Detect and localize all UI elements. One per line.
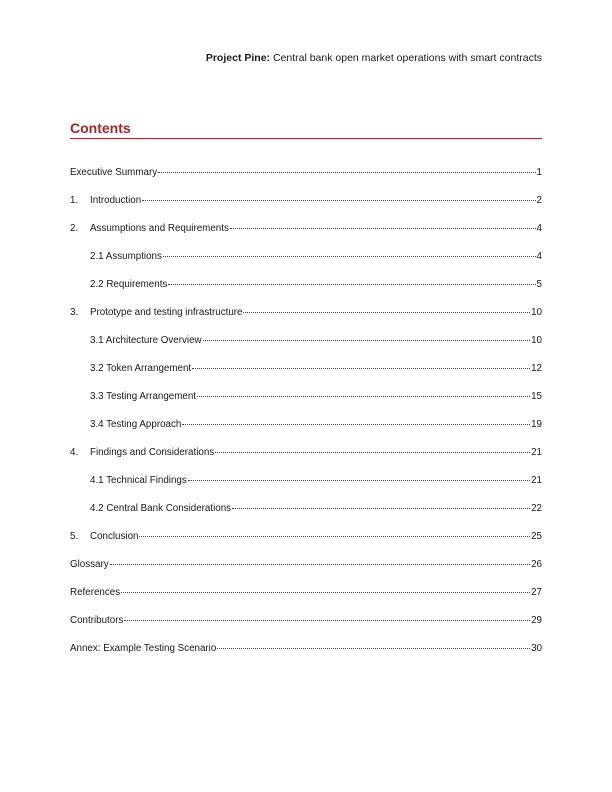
running-header-subtitle: Central bank open market operations with smart contracts [270, 52, 542, 64]
toc-entry-title: Executive Summary [70, 167, 158, 178]
toc-dot-leader [182, 424, 530, 425]
toc-entry-page-number: 10 [531, 307, 542, 318]
toc-entry[interactable] [70, 502, 542, 530]
toc-dot-leader [163, 256, 536, 257]
toc-entry-page-number: 10 [531, 335, 542, 346]
toc-entry-page-number: 4 [536, 223, 542, 234]
toc-dot-leader [121, 592, 530, 593]
toc-entry[interactable] [70, 530, 542, 558]
toc-dot-leader [168, 284, 535, 285]
toc-entry[interactable] [70, 222, 542, 250]
toc-entry-title: 4.1 Technical Findings [90, 475, 187, 486]
toc-entry[interactable] [70, 334, 542, 362]
toc-entry-title: Contributors [70, 615, 124, 626]
toc-entry-page-number: 27 [531, 587, 542, 598]
toc-dot-leader [215, 452, 530, 453]
toc-entry[interactable] [70, 586, 542, 614]
toc-entry-title: Assumptions and Requirements [90, 223, 229, 234]
toc-entry[interactable] [70, 642, 542, 670]
running-header [206, 52, 542, 64]
toc-entry-number: 3. [70, 307, 79, 318]
toc-entry-page-number: 21 [531, 475, 542, 486]
toc-entry-title: Conclusion [90, 531, 139, 542]
toc-entry[interactable] [70, 390, 542, 418]
toc-entry[interactable] [70, 418, 542, 446]
toc-entry[interactable] [70, 278, 542, 306]
toc-entry-page-number: 25 [531, 531, 542, 542]
toc-entry-title: 3.3 Testing Arrangement [90, 391, 197, 402]
toc-entry[interactable] [70, 250, 542, 278]
toc-dot-leader [139, 536, 530, 537]
toc-dot-leader [203, 340, 530, 341]
toc-dot-leader [192, 368, 530, 369]
contents-heading: Contents [70, 119, 542, 139]
toc-entry-page-number: 1 [536, 167, 542, 178]
toc-entry-title: References [70, 587, 121, 598]
toc-entry-page-number: 2 [536, 195, 542, 206]
toc-entry[interactable] [70, 306, 542, 334]
table-of-contents [70, 166, 542, 670]
toc-entry-title: Findings and Considerations [90, 447, 215, 458]
toc-entry-title: 2.2 Requirements [90, 279, 168, 290]
toc-entry-page-number: 21 [531, 447, 542, 458]
toc-entry-number: 5. [70, 531, 79, 542]
toc-dot-leader [158, 172, 535, 173]
toc-entry-page-number: 26 [531, 559, 542, 570]
toc-dot-leader [243, 312, 530, 313]
toc-entry-title: Glossary [70, 559, 109, 570]
running-header-project-name: Project Pine: [205, 52, 271, 64]
toc-entry-title: 4.2 Central Bank Considerations [90, 503, 232, 514]
toc-dot-leader [142, 200, 535, 201]
toc-dot-leader [188, 480, 530, 481]
toc-entry[interactable] [70, 446, 542, 474]
toc-entry[interactable] [70, 558, 542, 586]
toc-entry-title: 3.1 Architecture Overview [90, 335, 202, 346]
toc-entry-page-number: 19 [531, 419, 542, 430]
toc-entry-number: 4. [70, 447, 79, 458]
toc-entry[interactable] [70, 194, 542, 222]
toc-entry-title: Prototype and testing infrastructure [90, 307, 243, 318]
toc-entry-title: 3.2 Token Arrangement [90, 363, 192, 374]
toc-entry-page-number: 22 [531, 503, 542, 514]
toc-entry[interactable] [70, 362, 542, 390]
toc-entry-number: 2. [70, 223, 79, 234]
toc-entry-page-number: 12 [531, 363, 542, 374]
toc-dot-leader [230, 228, 536, 229]
toc-dot-leader [110, 564, 530, 565]
toc-entry-title: 2.1 Assumptions [90, 251, 162, 262]
toc-entry-number: 1. [70, 195, 79, 206]
toc-dot-leader [197, 396, 530, 397]
toc-entry-page-number: 5 [536, 279, 542, 290]
toc-entry[interactable] [70, 614, 542, 642]
toc-entry-page-number: 30 [531, 643, 542, 654]
toc-entry[interactable] [70, 166, 542, 194]
toc-dot-leader [124, 620, 530, 621]
toc-entry-title: 3.4 Testing Approach [90, 419, 182, 430]
toc-dot-leader [217, 648, 530, 649]
toc-entry-page-number: 4 [536, 251, 542, 262]
toc-dot-leader [232, 508, 530, 509]
toc-entry-page-number: 29 [531, 615, 542, 626]
toc-entry-title: Annex: Example Testing Scenario [70, 643, 217, 654]
toc-entry-title: Introduction [90, 195, 142, 206]
toc-entry[interactable] [70, 474, 542, 502]
toc-entry-page-number: 15 [531, 391, 542, 402]
